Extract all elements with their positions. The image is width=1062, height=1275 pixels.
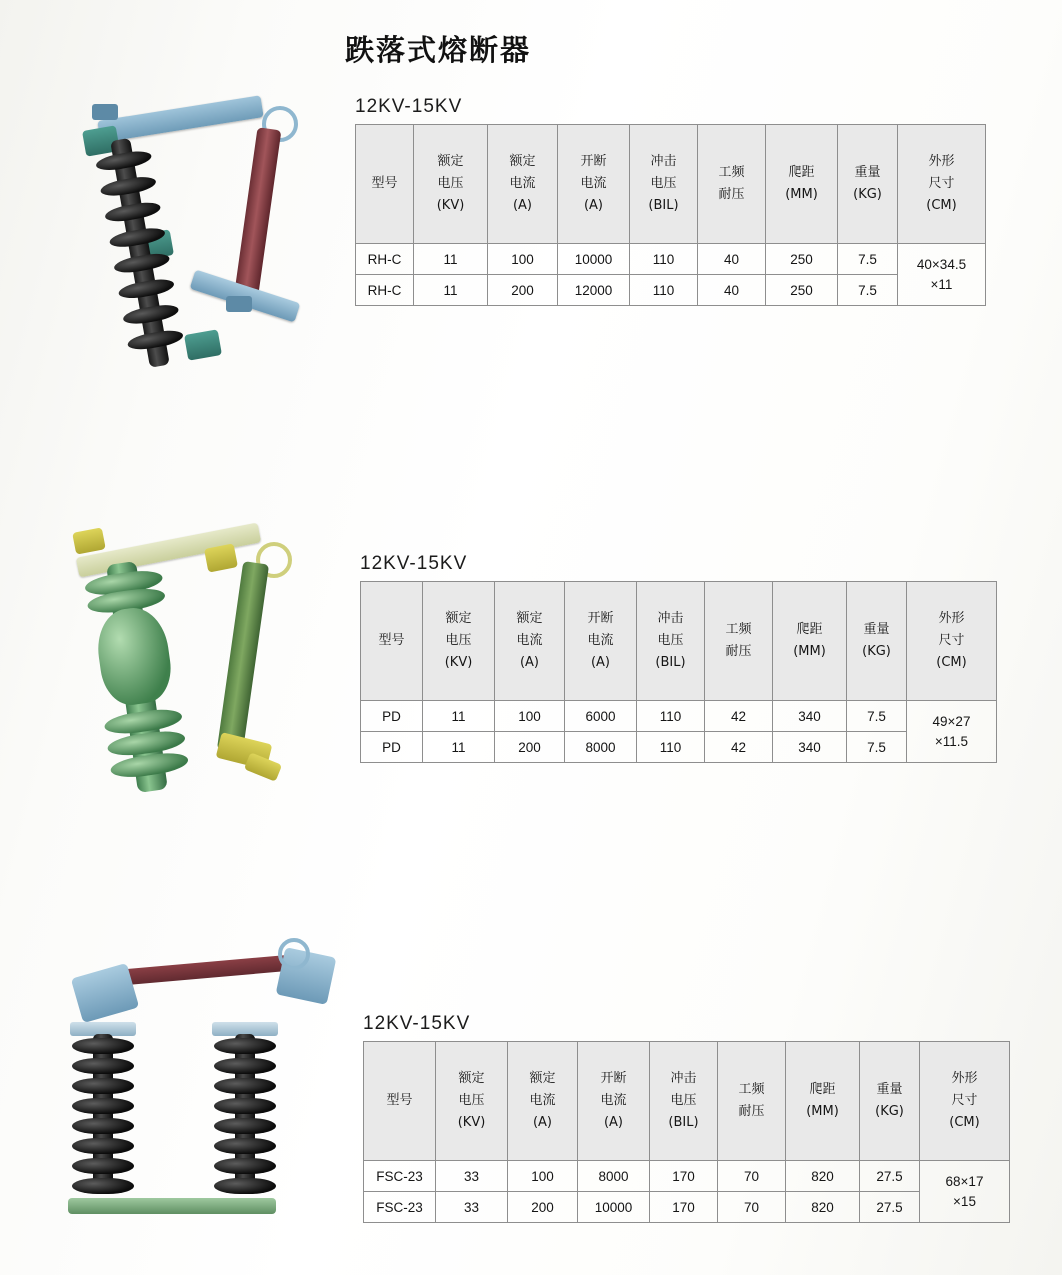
header-rated-current: 额定 电流 (A) <box>508 1042 578 1161</box>
cell-breaking-current: 10000 <box>578 1192 650 1223</box>
cell-breaking-current: 6000 <box>565 701 637 732</box>
contact-hardware <box>244 752 282 781</box>
header-creepage: 爬距 (MM) <box>773 582 847 701</box>
cell-power-frequency: 70 <box>718 1161 786 1192</box>
table-row <box>356 275 986 306</box>
insulator-shed <box>214 1158 276 1174</box>
cell-creepage: 340 <box>773 701 847 732</box>
cell-breaking-current: 10000 <box>558 244 630 275</box>
cell-impulse-voltage: 110 <box>637 732 705 763</box>
header-rated-voltage: 额定 电压 (KV) <box>414 125 488 244</box>
upper-hardware <box>72 527 106 554</box>
insulator-bell <box>93 604 176 709</box>
cell-rated-voltage: 11 <box>414 275 488 306</box>
cell-creepage: 250 <box>766 275 838 306</box>
header-rated-voltage: 额定 电压 (KV) <box>423 582 495 701</box>
insulator-shed <box>214 1058 276 1074</box>
cell-weight: 7.5 <box>838 244 898 275</box>
insulator-shed <box>214 1038 276 1054</box>
insulator-shed <box>72 1038 134 1054</box>
cell-weight: 27.5 <box>860 1161 920 1192</box>
cell-dimensions: 40×34.5 ×11 <box>898 244 986 306</box>
table-header-row <box>356 125 986 244</box>
voltage-label-2: 12KV-15KV <box>360 553 468 574</box>
insulator-shed <box>72 1098 134 1114</box>
cell-breaking-current: 12000 <box>558 275 630 306</box>
cell-breaking-current: 8000 <box>565 732 637 763</box>
fuse-tube <box>217 561 269 753</box>
cell-dimensions: 49×27 ×11.5 <box>907 701 997 763</box>
page-title: 跌落式熔断器 <box>345 33 532 67</box>
header-weight: 重量 (KG) <box>847 582 907 701</box>
header-rated-current: 额定 电流 (A) <box>488 125 558 244</box>
header-rated-voltage: 额定 电压 (KV) <box>436 1042 508 1161</box>
spec-table-2 <box>360 581 997 763</box>
top-bracket <box>97 95 263 143</box>
product-photo-2 <box>40 520 330 820</box>
spec-table-1 <box>355 124 986 306</box>
header-model: 型号 <box>364 1042 436 1161</box>
cell-weight: 27.5 <box>860 1192 920 1223</box>
header-model: 型号 <box>361 582 423 701</box>
cell-impulse-voltage: 110 <box>630 244 698 275</box>
cell-weight: 7.5 <box>847 701 907 732</box>
cell-power-frequency: 42 <box>705 701 773 732</box>
insulator-shed <box>214 1078 276 1094</box>
cell-rated-current: 100 <box>495 701 565 732</box>
header-breaking-current: 开断 电流 (A) <box>578 1042 650 1161</box>
insulator-shed <box>72 1178 134 1194</box>
cell-rated-voltage: 33 <box>436 1161 508 1192</box>
table-row <box>364 1161 1010 1192</box>
spec-section-3 <box>363 1013 1010 1223</box>
table-row <box>364 1192 1010 1223</box>
header-creepage: 爬距 (MM) <box>786 1042 860 1161</box>
header-weight: 重量 (KG) <box>838 125 898 244</box>
insulator-cap-bottom <box>184 329 222 361</box>
header-model: 型号 <box>356 125 414 244</box>
cell-weight: 7.5 <box>838 275 898 306</box>
voltage-label-3: 12KV-15KV <box>363 1013 471 1034</box>
right-insulator-stack <box>214 1034 276 1194</box>
table-row <box>361 701 997 732</box>
cell-impulse-voltage: 170 <box>650 1192 718 1223</box>
table-header-row <box>364 1042 1010 1161</box>
cell-model: RH-C <box>356 244 414 275</box>
cell-weight: 7.5 <box>847 732 907 763</box>
lower-clamp <box>226 296 252 312</box>
cell-model: PD <box>361 701 423 732</box>
mounting-base <box>68 1198 276 1214</box>
table-row <box>356 244 986 275</box>
cell-creepage: 250 <box>766 244 838 275</box>
cell-rated-current: 100 <box>488 244 558 275</box>
cell-rated-current: 200 <box>508 1192 578 1223</box>
cell-model: FSC-23 <box>364 1192 436 1223</box>
cell-power-frequency: 42 <box>705 732 773 763</box>
header-breaking-current: 开断 电流 (A) <box>565 582 637 701</box>
product-photo-1 <box>40 100 320 400</box>
cell-creepage: 820 <box>786 1161 860 1192</box>
cell-model: RH-C <box>356 275 414 306</box>
mid-hardware <box>204 543 238 572</box>
header-weight: 重量 (KG) <box>860 1042 920 1161</box>
insulator-shed <box>72 1158 134 1174</box>
voltage-label-1: 12KV-15KV <box>355 96 463 117</box>
insulator-shed <box>214 1118 276 1134</box>
left-insulator-stack <box>72 1034 134 1194</box>
cell-rated-current: 200 <box>488 275 558 306</box>
header-dimensions: 外形 尺寸 (CM) <box>920 1042 1010 1161</box>
spec-section-1 <box>355 96 986 306</box>
table-header-row <box>361 582 997 701</box>
insulator-shed <box>214 1178 276 1194</box>
header-impulse-voltage: 冲击 电压 (BIL) <box>630 125 698 244</box>
spec-section-2 <box>360 553 997 763</box>
header-power-frequency: 工频 耐压 <box>698 125 766 244</box>
cell-breaking-current: 8000 <box>578 1161 650 1192</box>
left-terminal-head <box>71 963 139 1023</box>
cell-creepage: 340 <box>773 732 847 763</box>
cell-impulse-voltage: 170 <box>650 1161 718 1192</box>
porcelain-insulator <box>82 558 191 797</box>
cell-power-frequency: 40 <box>698 275 766 306</box>
cell-model: PD <box>361 732 423 763</box>
cell-impulse-voltage: 110 <box>630 275 698 306</box>
cell-rated-voltage: 11 <box>423 732 495 763</box>
cell-model: FSC-23 <box>364 1161 436 1192</box>
cell-dimensions: 68×17 ×15 <box>920 1161 1010 1223</box>
spec-table-3 <box>363 1041 1010 1223</box>
table-row <box>361 732 997 763</box>
header-power-frequency: 工频 耐压 <box>705 582 773 701</box>
header-creepage: 爬距 (MM) <box>766 125 838 244</box>
cell-power-frequency: 40 <box>698 244 766 275</box>
header-rated-current: 额定 电流 (A) <box>495 582 565 701</box>
header-breaking-current: 开断 电流 (A) <box>558 125 630 244</box>
cell-creepage: 820 <box>786 1192 860 1223</box>
cell-rated-current: 100 <box>508 1161 578 1192</box>
product-photo-3 <box>40 930 340 1240</box>
cell-power-frequency: 70 <box>718 1192 786 1223</box>
header-power-frequency: 工频 耐压 <box>718 1042 786 1161</box>
insulator-shed <box>72 1078 134 1094</box>
fuse-tube <box>233 127 282 309</box>
cell-rated-voltage: 11 <box>423 701 495 732</box>
insulator-shed <box>72 1058 134 1074</box>
cell-rated-voltage: 11 <box>414 244 488 275</box>
cell-impulse-voltage: 110 <box>637 701 705 732</box>
cell-rated-current: 200 <box>495 732 565 763</box>
insulator-shed <box>214 1138 276 1154</box>
insulator-shed <box>214 1098 276 1114</box>
insulator-shed <box>72 1138 134 1154</box>
header-dimensions: 外形 尺寸 (CM) <box>907 582 997 701</box>
header-dimensions: 外形 尺寸 (CM) <box>898 125 986 244</box>
upper-clamp <box>92 104 118 120</box>
top-cross-arm <box>112 954 303 986</box>
header-impulse-voltage: 冲击 电压 (BIL) <box>637 582 705 701</box>
pull-ring-icon <box>278 938 310 970</box>
header-impulse-voltage: 冲击 电压 (BIL) <box>650 1042 718 1161</box>
insulator-shed <box>72 1118 134 1134</box>
cell-rated-voltage: 33 <box>436 1192 508 1223</box>
